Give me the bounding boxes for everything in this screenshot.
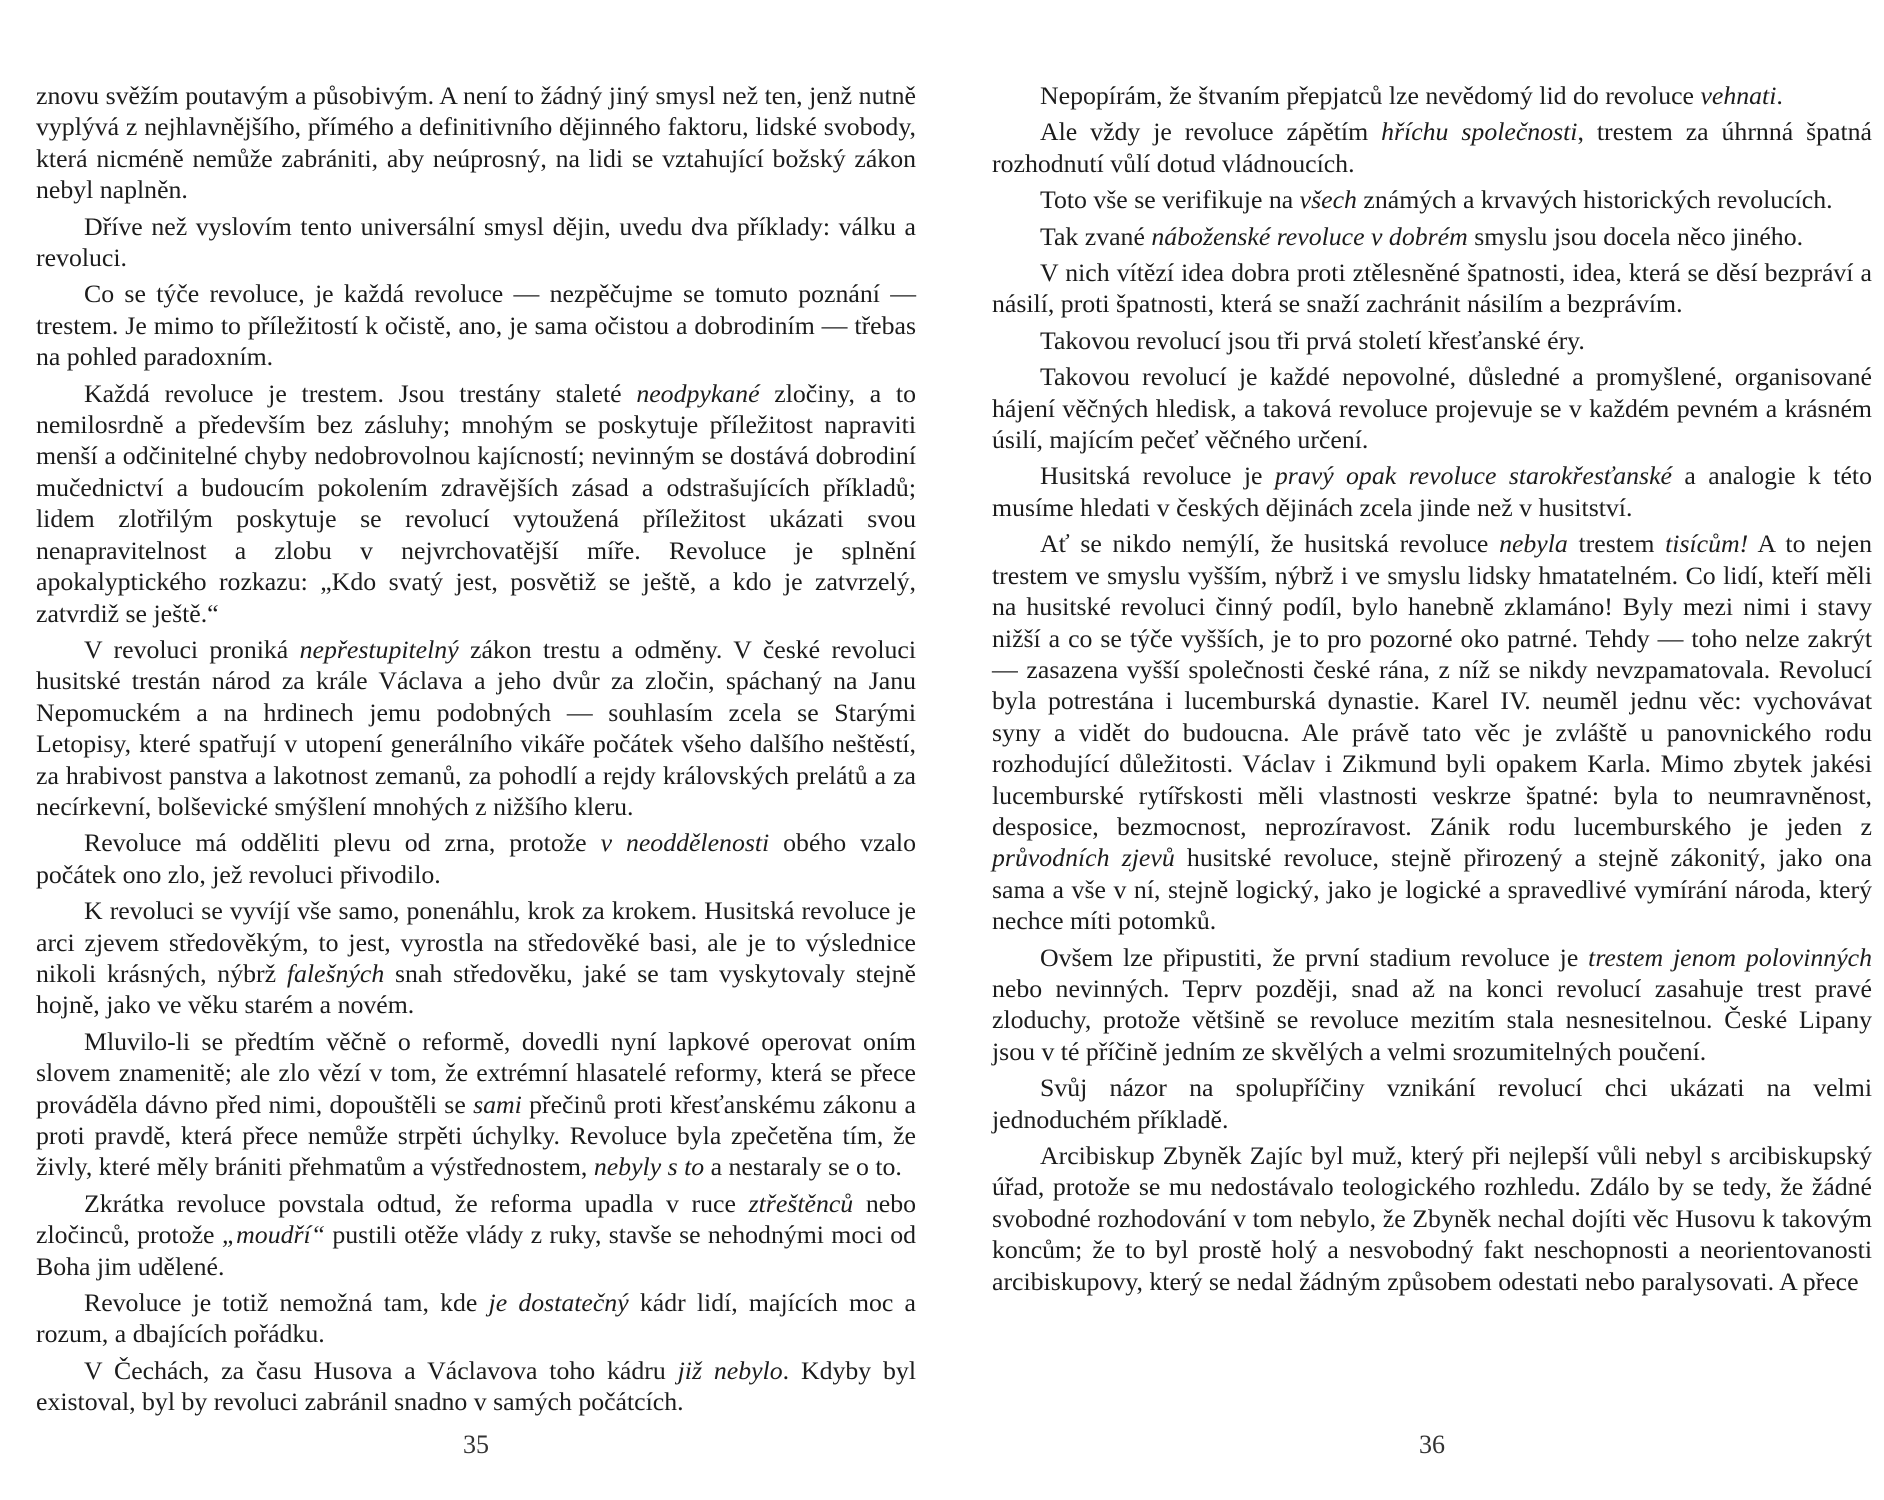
paragraph — [36, 1355, 916, 1418]
text-run: Každá revoluce je trestem. Jsou trestány staleté — [84, 378, 637, 408]
text-run: kádr lidí, majících moc a rozum, a dbajících pořádku. — [36, 1288, 916, 1349]
italic-run: náboženské revoluce v dobrém — [1151, 221, 1468, 251]
text-run: Zkrátka revoluce povstala odtud, že reforma upadla v ruce — [84, 1188, 749, 1218]
paragraph — [36, 211, 916, 274]
italic-run: neodpykané — [636, 378, 760, 408]
text-run: snah středověku, jaké se tam vyskytovaly stejně hojně, jako ve věku starém a novém. — [36, 958, 916, 1020]
italic-run: hříchu společnosti — [1381, 117, 1578, 147]
paragraph — [992, 325, 1872, 356]
text-run: přečinů proti křesťanskému zákonu a proti pravdě, která přece nemůže strpěti úchylky. Revoluce byla zpečetěna tím, že živly, které měly brániti přehmatům a výstřednostem, — [36, 1089, 916, 1182]
paragraph — [36, 1287, 916, 1350]
italic-run: průvodních zjevů — [992, 843, 1175, 873]
text-run: Ovšem lze připustiti, že první stadium revoluce je — [1040, 942, 1589, 972]
text-run: , trestem za úhrnná špatná rozhodnutí vůlí dotud vládnoucích. — [992, 117, 1872, 178]
text-run: známých a krvavých historických revolucích. — [1356, 185, 1833, 215]
text-run: K revoluci se vyvíjí vše samo, ponenáhlu, krok za krokem. Husitská revoluce je arci zjevem středověkým, to jest, vyrostla na středověké basi, ale je to výslednice nikoli krásných, nýbrž — [36, 896, 916, 988]
left-page — [36, 80, 916, 1480]
paragraph — [36, 827, 916, 890]
right-page — [992, 80, 1872, 1480]
text-run: A to nejen trestem ve smyslu vyšším, nýbrž i ve smyslu lidsky hmatatelném. Co lidí, kteří měli na husitské revoluci činný podíl, bylo hanebně zklamáno! Byly mezi nimi i stavy nižší a co se týče vyšších, je to pro pozorné oko patrné. Tehdy — toho nelze zakrýt — zasazena vyšší společnosti české rána, z níž se nikdy nevzpamatovala. Revolucí byla potrestána i lucemburská dynastie. Karel IV. neuměl jednu věc: vychovávat syny a vidět do budoucna. Ale právě tato věc je zvláště u panovnického rodu rozhodující důležitosti. Václav i Zikmund byli opakem Karla. Mimo zbytek jakési lucemburské rytířskosti měli vlastnosti veskrze špatné: byla to neumravněnost, desposice, bezmocnost, neprozíravost. Zánik rodu lucemburského je jeden z — [992, 529, 1873, 841]
text-run: Tak zvané — [1040, 221, 1152, 251]
text-run: a nestaraly se o to. — [704, 1152, 902, 1182]
italic-run: v neoddělenosti — [600, 828, 770, 858]
italic-run: falešných — [286, 958, 385, 988]
text-run: Toto vše se verifikuje na — [1040, 185, 1300, 215]
text-run: V nich vítězí idea dobra proti ztělesněné špatnosti, idea, která se děsí bezpráví a násilí, proti špatnosti, která se snaží zachránit násilím a bezprávím. — [992, 258, 1872, 319]
page-number-left: 35 — [463, 1430, 489, 1459]
text-run: smyslu jsou docela něco jiného. — [1467, 221, 1804, 251]
left-page-text — [36, 80, 916, 1418]
italic-run: je dostatečný — [488, 1288, 629, 1318]
italic-run: „moudří“ — [221, 1220, 326, 1250]
paragraph — [36, 1188, 916, 1282]
text-run: pustili otěže vlády z ruky, stavše se nehodnými moci od Boha jim udělené. — [36, 1220, 916, 1281]
page-number-right: 36 — [1419, 1430, 1445, 1459]
italic-run: již nebylo — [677, 1355, 783, 1385]
italic-run: pravý opak revoluce starokřesťanské — [1274, 461, 1672, 491]
italic-run: ztřeštěnců — [748, 1188, 854, 1218]
text-run: Takovou revolucí jsou tři prvá století křesťanské éry. — [1040, 325, 1585, 355]
text-run: Husitská revoluce je — [1040, 461, 1275, 491]
text-run: zločiny, a to nemilosrdně a především bez zásluhy; mnohým se poskytuje příležitost napraviti menší a odčinitelné chyby nedobrovolnou kajícností; nevinným se dostává dobrodiní mučednictví a budoucím pokolením zdravějších zásad a odstrašujících příkladů; lidem zlotřilým poskytuje se revolucí vytoužená příležitost ukázati svou nenapravitelnost a zlobu v nejvrchovatější míře. Revoluce je splnění apokalyptického rozkazu: „Kdo svatý jest, posvětiž se ještě, a kdo je zatvrzelý, zatvrdiž se ještě.“ — [36, 378, 916, 628]
text-run: Ale vždy je revoluce zápětím — [1040, 117, 1382, 147]
paragraph — [992, 460, 1872, 523]
text-run: Ať se nikdo nemýlí, že husitská revoluce — [1040, 529, 1500, 559]
text-run: Revoluce má odděliti plevu od zrna, protože — [84, 828, 601, 858]
italic-run: nebyly s to — [593, 1152, 705, 1182]
text-run: V Čechách, za času Husova a Václavova toho kádru — [84, 1355, 678, 1385]
right-page-text — [992, 80, 1872, 1297]
text-run: trestem — [1567, 529, 1666, 559]
paragraph — [36, 634, 916, 822]
text-run: zákon trestu a odměny. V české revoluci husitské trestán národ za krále Václava a jeho dvůr za zločin, spáchaný na Janu Nepomuckém a na hrdinech jemu podobných — souhlasím zcela se Starými Letopisy, které spatřují v utopení generálního vikáře počátek všeho dalšího neštěstí, za hrabivost panstva a lakotnost zemanů, za pohodlí a rejdy královských prelátů a za necírkevní, bolševické smýšlení mnohých z nižšího kleru. — [36, 634, 916, 821]
text-run: V revoluci proniká — [84, 634, 300, 664]
paragraph — [992, 1140, 1872, 1297]
italic-run: vehnati — [1700, 81, 1777, 110]
text-run: Co se týče revoluce, je každá revoluce — nezpěčujme se tomuto poznání — trestem. Je mimo to příležitostí k očistě, ano, je sama očistou a dobrodiním — třebas na pohled paradoxním. — [36, 279, 916, 372]
text-run: . — [1776, 81, 1783, 110]
italic-run: nepřestupitelný — [299, 634, 459, 664]
paragraph — [992, 1072, 1872, 1135]
paragraph — [992, 116, 1872, 179]
text-run: Dříve než vyslovím tento universální smysl dějin, uvedu dva příklady: válku a revoluci. — [36, 211, 916, 273]
paragraph — [992, 942, 1872, 1068]
paragraph — [36, 1026, 916, 1183]
italic-run: trestem jenom polovinných — [1588, 942, 1872, 972]
paragraph — [992, 184, 1872, 215]
paragraph — [36, 378, 916, 629]
text-run: husitské revoluce, stejně přirozený a stejně zákonitý, jako ona sama a vše v ní, stejně logický, jako je logické a spravedlivé vymírání národa, který nechce míti potomků. — [992, 843, 1872, 936]
text-run: . Kdyby byl existoval, byl by revoluci zabránil snadno v samých počátcích. — [36, 1355, 916, 1417]
paragraph — [992, 257, 1872, 320]
text-run: Revoluce je totiž nemožná tam, kde — [84, 1288, 489, 1318]
italic-run: všech — [1299, 185, 1357, 215]
paragraph — [36, 80, 916, 206]
paragraph — [36, 895, 916, 1021]
text-run: Svůj názor na spolupříčiny vznikání revolucí chci ukázati na velmi jednoduchém příkladě. — [992, 1073, 1872, 1134]
paragraph — [992, 80, 1872, 111]
paragraph — [36, 278, 916, 372]
paragraph — [992, 361, 1872, 455]
text-run: Nepopírám, že štvaním přepjatců lze nevědomý lid do revoluce — [1040, 81, 1701, 110]
paragraph — [992, 221, 1872, 252]
text-run: Arcibiskup Zbyněk Zajíc byl muž, který při nejlepší vůli nebyl s arcibiskupský úřad, protože se mu nedostávalo teologického rozhledu. Zdálo by se tedy, že žádné svobodné rozhodování v tom nebylo, že Zbyněk nechal dojíti věc Husovu k takovým koncům; že to byl prostě holý a nesvobodný fakt neschopnosti a neorientovanosti arcibiskupovy, který se nedal žádným způsobem odestati nebo paralysovati. A přece — [992, 1141, 1872, 1296]
italic-run: nebyla — [1499, 529, 1568, 559]
italic-run: tisícům! — [1665, 529, 1749, 559]
text-run: obého vzalo počátek ono zlo, jež revoluci přivodilo. — [36, 828, 916, 889]
text-run: nebo nevinných. Teprv později, snad až na konci revolucí zasahuje trest pravé zloduchy, protože většině se revoluce mezitím stala nesnesitelnou. České Lipany jsou v té příčině jedním ze skvělých a velmi srozumitelných poučení. — [992, 973, 1872, 1066]
text-run: a analogie k této musíme hledati v českých dějinách zcela jinde než v husitství. — [992, 461, 1872, 522]
text-run: znovu svěžím poutavým a působivým. A není to žádný jiný smysl než ten, jenž nutně vyplývá z nejhlavnějšího, přímého a definitivního dějinného faktoru, lidské svobody, která nicméně nemůže zabrániti, aby neúprosný, na lidi se vztahující božský zákon nebyl naplněn. — [36, 81, 916, 205]
text-run: nebo zločinců, protože — [36, 1188, 916, 1250]
paragraph — [992, 528, 1872, 936]
text-run: Takovou revolucí je každé nepovolné, důsledné a promyšlené, organisované hájení věčných hledisk, a taková revoluce projevuje se v každém pevném a krásném úsilí, majícím pečeť věčného určení. — [992, 362, 1872, 455]
italic-run: sami — [473, 1089, 522, 1119]
text-run: Mluvilo-li se předtím věčně o reformě, dovedli nyní lapkové operovat oním slovem znamenitě; ale zlo vězí v tom, že extrémní hlasatelé reformy, která se přece prováděla dávno před nimi, dopouštěli se — [36, 1026, 916, 1119]
